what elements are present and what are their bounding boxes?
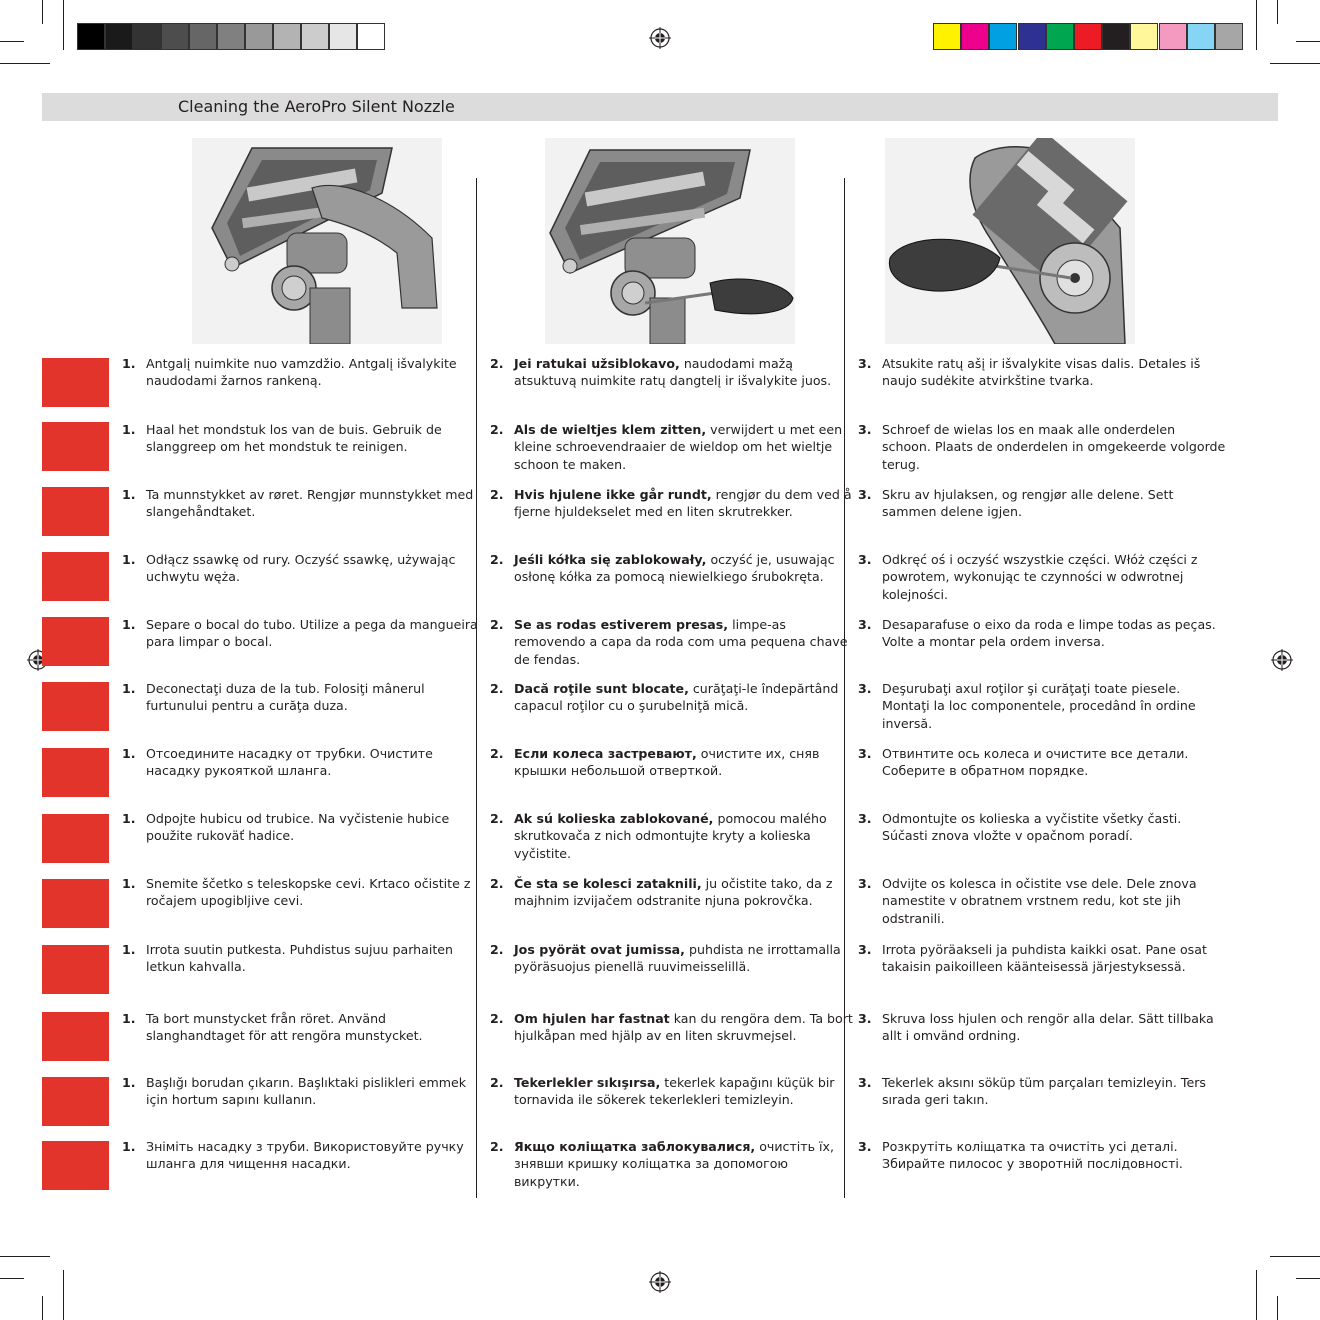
step-number: 2.: [490, 356, 504, 371]
step-number: 2.: [490, 942, 504, 957]
crop-mark: [42, 0, 43, 24]
step-body: verwijdert u met een kleine schroevendraaier de wieldop om het wieltje schoon te maken.: [514, 422, 843, 472]
color-swatch: [1046, 23, 1074, 50]
step-number: 1.: [122, 1075, 136, 1090]
grayscale-swatch: [301, 23, 329, 50]
step-number: 1.: [122, 487, 136, 502]
step-number: 2.: [490, 1011, 504, 1026]
grayscale-swatch: [133, 23, 161, 50]
step-text: [514, 1074, 854, 1109]
step-number: 1.: [122, 811, 136, 826]
page-title: Cleaning the AeroPro Silent Nozzle: [178, 97, 455, 116]
step-text: [882, 745, 1227, 780]
step-number: 2.: [490, 617, 504, 632]
step-text: [146, 941, 486, 976]
step-number: 1.: [122, 356, 136, 371]
step-emphasis: Om hjulen har fastnat: [514, 1011, 670, 1026]
language-tab: [42, 617, 109, 666]
step-text: [146, 421, 486, 456]
step-text: [514, 1010, 854, 1045]
step-emphasis: Dacă roţile sunt blocate,: [514, 681, 689, 696]
color-swatch: [1215, 23, 1243, 50]
step-number: 2.: [490, 811, 504, 826]
step-emphasis: Se as rodas estiverem presas,: [514, 617, 729, 632]
step-text: [514, 355, 854, 390]
step-body: Skru av hjulaksen, og rengjør alle delene. Sett sammen delene igjen.: [882, 487, 1174, 520]
step-body: Desaparafuse o eixo da roda e limpe todas as peças. Volte a montar pela ordem inversa.: [882, 617, 1216, 650]
step-text: [514, 875, 854, 910]
crop-mark: [1256, 1270, 1257, 1320]
step-number: 3.: [858, 422, 872, 437]
step-text: [514, 421, 854, 473]
color-swatch: [1159, 23, 1187, 50]
step-text: [146, 616, 486, 651]
step-text: [882, 1138, 1227, 1173]
crop-mark: [1296, 1278, 1320, 1279]
step-text: [146, 486, 486, 521]
step-number: 2.: [490, 552, 504, 567]
color-swatch: [1187, 23, 1215, 50]
step-text: [514, 616, 854, 668]
step-body: curăţaţi-le îndepărtând capacul roţilor cu o şurubelniţă mică.: [514, 681, 839, 714]
step-body: очистіть їх, знявши кришку коліщатка за допомогою викрутки.: [514, 1139, 835, 1189]
step-body: Розкрутіть коліщатка та очистіть усі деталі. Збирайте пилосос у зворотній послідовності.: [882, 1139, 1183, 1172]
step-body: Отвинтите ось колеса и очистите все детали. Соберите в обратном порядке.: [882, 746, 1189, 779]
step-number: 2.: [490, 681, 504, 696]
step-body: rengjør du dem ved å fjerne hjuldekselet med en liten skrutrekker.: [514, 487, 852, 520]
step-number: 2.: [490, 876, 504, 891]
step-text: [882, 421, 1227, 473]
step-number: 1.: [122, 876, 136, 891]
step-text: [882, 616, 1227, 651]
crop-mark: [0, 41, 24, 42]
step-text: [514, 680, 854, 715]
color-swatch: [1130, 23, 1158, 50]
step-number: 1.: [122, 1139, 136, 1154]
wheel-axle-screwdriver-illustration: [885, 138, 1135, 344]
color-swatch: [989, 23, 1017, 50]
language-tab: [42, 487, 109, 536]
step-body: ju očistite tako, da z majhnim izvijačem odstranite njuna pokrovčka.: [514, 876, 833, 909]
step-number: 1.: [122, 422, 136, 437]
language-tab: [42, 1012, 109, 1061]
step-number: 2.: [490, 1075, 504, 1090]
crop-mark: [1277, 0, 1278, 24]
step-text: [514, 551, 854, 586]
step-text: [514, 941, 854, 976]
step-text: [146, 745, 486, 780]
step-number: 2.: [490, 1139, 504, 1154]
step-emphasis: Hvis hjulene ikke går rundt,: [514, 487, 712, 502]
language-tab: [42, 682, 109, 731]
color-swatch: [1074, 23, 1102, 50]
step-number: 1.: [122, 942, 136, 957]
step-body: Schroef de wielas los en maak alle onderdelen schoon. Plaats de onderdelen in omgekeerde volgorde terug.: [882, 422, 1226, 472]
language-tab: [42, 358, 109, 407]
step-body: Ta bort munstycket från röret. Använd slanghandtaget för att rengöra munstycket.: [146, 1011, 423, 1044]
step-number: 3.: [858, 811, 872, 826]
step-text: [146, 1074, 486, 1109]
crop-mark: [0, 1278, 24, 1279]
step-number: 3.: [858, 681, 872, 696]
color-swatch: [961, 23, 989, 50]
step-number: 3.: [858, 1011, 872, 1026]
step-body: Başlığı borudan çıkarın. Başlıktaki pislikleri emmek için hortum sapını kullanın.: [146, 1075, 467, 1108]
step-body: kan du rengöra dem. Ta bort hjulkåpan med hjälp av en liten skruvmejsel.: [514, 1011, 853, 1044]
step-body: limpe-as removendo a capa da roda com uma pequena chave de fendas.: [514, 617, 848, 667]
step-text: [882, 875, 1227, 927]
crop-mark: [63, 0, 64, 50]
grayscale-swatch: [77, 23, 105, 50]
step-number: 1.: [122, 746, 136, 761]
color-swatch: [1018, 23, 1046, 50]
step-body: naudodami mažą atsuktuvą nuimkite ratų dangtelį ir išvalykite juos.: [514, 356, 832, 389]
step-body: oczyść je, usuwając osłonę kółka za pomocą niewielkiego śrubokręta.: [514, 552, 835, 585]
step-number: 3.: [858, 876, 872, 891]
step-emphasis: Якщо коліщатка заблокувалися,: [514, 1139, 756, 1154]
step-text: [882, 355, 1227, 390]
step-body: Odmontujte os kolieska a vyčistite všetky časti. Súčasti znova vložte v opačnom poradí.: [882, 811, 1182, 844]
crop-mark: [0, 1256, 50, 1257]
language-tab: [42, 814, 109, 863]
step-body: Odłącz ssawkę od rury. Oczyść ssawkę, używając uchwytu węża.: [146, 552, 456, 585]
grayscale-swatch: [217, 23, 245, 50]
step-body: очистите их, сняв крышки небольшой отверткой.: [514, 746, 820, 779]
step-emphasis: Als de wieltjes klem zitten,: [514, 422, 707, 437]
step-number: 1.: [122, 617, 136, 632]
step-number: 1.: [122, 552, 136, 567]
step-text: [882, 1074, 1227, 1109]
step-body: Deşurubaţi axul roţilor şi curăţaţi toate piesele. Montaţi la loc componentele, procedând în ordine inversă.: [882, 681, 1196, 731]
step-body: Haal het mondstuk los van de buis. Gebruik de slanggreep om het mondstuk te reinigen.: [146, 422, 442, 455]
step-text: [514, 745, 854, 780]
step-text: [514, 810, 854, 862]
step-body: Ta munnstykket av røret. Rengjør munnstykket med slangehåndtaket.: [146, 487, 474, 520]
grayscale-swatch: [161, 23, 189, 50]
step-text: [514, 486, 854, 521]
color-swatch: [933, 23, 961, 50]
step-emphasis: Ak sú kolieska zablokované,: [514, 811, 714, 826]
step-number: 3.: [858, 487, 872, 502]
registration-mark-icon: [1271, 649, 1293, 671]
step-text: [146, 355, 486, 390]
step-text: [146, 551, 486, 586]
step-emphasis: Jei ratukai užsiblokavo,: [514, 356, 680, 371]
step-emphasis: Jeśli kółka się zablokowały,: [514, 552, 707, 567]
grayscale-swatch: [105, 23, 133, 50]
step-body: pomocou malého skrutkovača z nich odmontujte kryty a kolieska vyčistite.: [514, 811, 827, 861]
crop-mark: [1270, 63, 1320, 64]
step-number: 1.: [122, 681, 136, 696]
step-body: Отсоедините насадку от трубки. Очистите насадку рукояткой шланга.: [146, 746, 433, 779]
step-emphasis: Jos pyörät ovat jumissa,: [514, 942, 685, 957]
registration-mark-icon: [649, 1271, 671, 1293]
grayscale-swatch: [189, 23, 217, 50]
step-text: [146, 1010, 486, 1045]
language-tab: [42, 1077, 109, 1126]
crop-mark: [1270, 1256, 1320, 1257]
grayscale-swatch: [245, 23, 273, 50]
section-header: [42, 93, 1278, 121]
step-number: 2.: [490, 746, 504, 761]
step-number: 3.: [858, 746, 872, 761]
step-body: Antgalį nuimkite nuo vamzdžio. Antgalį išvalykite naudodami žarnos rankeną.: [146, 356, 457, 389]
crop-mark: [1277, 1296, 1278, 1320]
step-text: [882, 810, 1227, 845]
nozzle-screwdriver-illustration: [545, 138, 795, 344]
step-number: 3.: [858, 552, 872, 567]
step-body: Tekerlek aksını söküp tüm parçaları temizleyin. Ters sırada geri takın.: [882, 1075, 1206, 1108]
step-body: Deconectaţi duza de la tub. Folosiţi mânerul furtunului pentru a curăţa duza.: [146, 681, 425, 714]
step-text: [146, 1138, 486, 1173]
step-body: Atsukite ratų ašį ir išvalykite visas dalis. Detales iš naujo sudėkite atvirkštine tvarka.: [882, 356, 1201, 389]
step-body: Irrota suutin putkesta. Puhdistus sujuu parhaiten letkun kahvalla.: [146, 942, 454, 975]
step-emphasis: Tekerlekler sıkışırsa,: [514, 1075, 661, 1090]
step-text: [882, 941, 1227, 976]
step-body: Odpojte hubicu od trubice. Na vyčistenie hubice použite rukoväť hadice.: [146, 811, 450, 844]
step-body: Snemite ščetko s teleskopske cevi. Krtaco očistite z ročajem upogibljive cevi.: [146, 876, 471, 909]
step-number: 3.: [858, 1075, 872, 1090]
step-text: [514, 1138, 854, 1190]
crop-mark: [1296, 41, 1320, 42]
step-text: [882, 1010, 1227, 1045]
step-number: 3.: [858, 356, 872, 371]
step-text: [146, 680, 486, 715]
grayscale-swatch: [329, 23, 357, 50]
step-body: Odvijte os kolesca in očistite vse dele. Dele znova namestite v obratnem vrstnem redu, kot ste jih odstranili.: [882, 876, 1197, 926]
step-body: Separe o bocal do tubo. Utilize a pega da mangueira para limpar o bocal.: [146, 617, 478, 650]
step-text: [882, 486, 1227, 521]
step-number: 1.: [122, 1011, 136, 1026]
step-body: Odkręć oś i oczyść wszystkie części. Włóż części z powrotem, wykonując te czynności w odwrotnej kolejności.: [882, 552, 1198, 602]
step-number: 2.: [490, 487, 504, 502]
step-emphasis: Če sta se kolesci zataknili,: [514, 876, 702, 891]
color-swatch: [1102, 23, 1130, 50]
language-tab: [42, 945, 109, 994]
step-text: [146, 875, 486, 910]
language-tab: [42, 552, 109, 601]
crop-mark: [0, 63, 50, 64]
step-text: [146, 810, 486, 845]
language-tab: [42, 879, 109, 928]
language-tab: [42, 422, 109, 471]
language-tab: [42, 1141, 109, 1190]
nozzle-detached-illustration: [192, 138, 442, 344]
crop-mark: [42, 1296, 43, 1320]
crop-mark: [1256, 0, 1257, 50]
step-body: Irrota pyöräakseli ja puhdista kaikki osat. Pane osat takaisin paikoilleen käänteisessä järjestyksessä.: [882, 942, 1207, 975]
grayscale-swatch: [273, 23, 301, 50]
language-tab: [42, 748, 109, 797]
step-body: tekerlek kapağını küçük bir tornavida ile sökerek tekerlekleri temizleyin.: [514, 1075, 835, 1108]
step-number: 3.: [858, 617, 872, 632]
step-number: 3.: [858, 942, 872, 957]
crop-mark: [63, 1270, 64, 1320]
step-number: 2.: [490, 422, 504, 437]
step-emphasis: Если колеса застревают,: [514, 746, 697, 761]
step-body: Skruva loss hjulen och rengör alla delar. Sätt tillbaka allt i omvänd ordning.: [882, 1011, 1214, 1044]
step-body: Зніміть насадку з труби. Використовуйте ручку шланга для чищення насадки.: [146, 1139, 464, 1172]
step-text: [882, 680, 1227, 732]
step-number: 3.: [858, 1139, 872, 1154]
registration-mark-icon: [649, 27, 671, 49]
step-body: puhdista ne irrottamalla pyöräsuojus pienellä ruuvimeisselillä.: [514, 942, 841, 975]
grayscale-swatch: [357, 23, 385, 50]
step-text: [882, 551, 1227, 603]
